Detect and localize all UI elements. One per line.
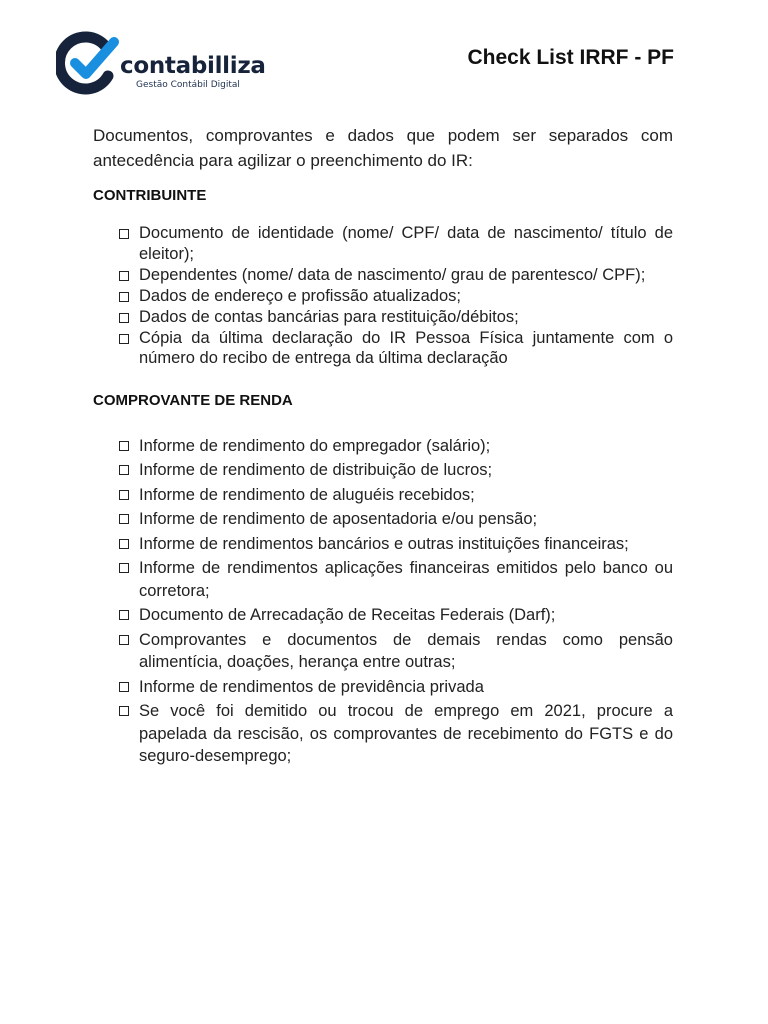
brand-name: contabilliza: [120, 53, 266, 79]
checkbox-icon[interactable]: [119, 539, 129, 549]
checkbox-icon[interactable]: [119, 610, 129, 620]
company-logo: [56, 30, 266, 100]
checkbox-icon[interactable]: [119, 229, 129, 239]
checklist-item: [119, 508, 673, 531]
checklist-item: [119, 435, 673, 458]
checklist-item-text: Informe de rendimento de aluguéis recebidos;: [139, 485, 475, 504]
checklist-item-text: Informe de rendimento de distribuição de lucros;: [139, 461, 493, 479]
checklist-item-text: Cópia da última declaração do IR Pessoa Física juntamente com o número do recibo de entrega da última declaração: [139, 328, 673, 367]
checkbox-icon[interactable]: [119, 706, 129, 716]
checkbox-icon[interactable]: [119, 514, 129, 524]
checklist-item: [119, 328, 673, 369]
brand-tagline: Gestão Contábil Digital: [136, 80, 240, 90]
intro-paragraph: Documentos, comprovantes e dados que podem ser separados com antecedência para agilizar o preenchimento do IR:: [93, 126, 673, 170]
section-heading-contribuinte: CONTRIBUINTE: [93, 187, 207, 204]
checkbox-icon[interactable]: [119, 271, 129, 281]
document-title: Check List IRRF - PF: [467, 46, 674, 69]
section-heading-comprovante-de-renda: COMPROVANTE DE RENDA: [93, 391, 293, 409]
checklist-item: [119, 265, 673, 286]
checklist-item-text: Informe de rendimentos de previdência privada: [139, 677, 484, 696]
checklist-item: [119, 700, 673, 768]
checklist-item-text: Se você foi demitido ou trocou de emprego em 2021, procure a papelada da rescisão, os comprovantes de recebimento do FGTS e do seguro-desemprego;: [139, 702, 673, 765]
checklist-item: [119, 286, 673, 307]
document-body: [93, 123, 673, 770]
checkbox-icon[interactable]: [119, 490, 129, 500]
checkbox-icon[interactable]: [119, 334, 129, 344]
checkbox-icon[interactable]: [119, 563, 129, 573]
checklist-item-text: Documento de identidade (nome/ CPF/ data de nascimento/ título de eleitor);: [139, 224, 673, 263]
checklist-item: [119, 604, 673, 627]
checklist-item-text: Informe de rendimentos aplicações financeiras emitidos pelo banco ou corretora;: [139, 559, 673, 600]
checklist-item: [119, 629, 673, 674]
checklist-item-text: Dados de contas bancárias para restituição/débitos;: [139, 307, 519, 326]
checkbox-icon[interactable]: [119, 635, 129, 645]
checklist-item: [119, 676, 673, 699]
checklist-contribuinte: [93, 223, 673, 369]
checkbox-icon[interactable]: [119, 465, 129, 475]
checklist-item-text: Dependentes (nome/ data de nascimento/ grau de parentesco/ CPF);: [139, 265, 646, 284]
checklist-item: [119, 307, 673, 328]
checkbox-icon[interactable]: [119, 292, 129, 302]
checklist-comprovante-de-renda: [93, 435, 673, 768]
checklist-item-text: Informe de rendimento do empregador (salário);: [139, 436, 491, 455]
checklist-item: [119, 484, 673, 507]
checkbox-icon[interactable]: [119, 441, 129, 451]
checklist-item-text: Documento de Arrecadação de Receitas Federais (Darf);: [139, 606, 556, 624]
checklist-item-text: Informe de rendimentos bancários e outras instituições financeiras;: [139, 534, 629, 553]
checklist-item-text: Comprovantes e documentos de demais rendas como pensão alimentícia, doações, herança entre outras;: [139, 630, 673, 671]
checklist-item: [119, 223, 673, 264]
checklist-item-text: Dados de endereço e profissão atualizados;: [139, 286, 461, 305]
checklist-item: [119, 557, 673, 602]
checklist-item-text: Informe de rendimento de aposentadoria e/ou pensão;: [139, 510, 538, 528]
checkbox-icon[interactable]: [119, 682, 129, 692]
logo-check-icon: [56, 30, 122, 96]
checklist-item: [119, 459, 673, 482]
checklist-item: [119, 533, 673, 556]
checkbox-icon[interactable]: [119, 313, 129, 323]
